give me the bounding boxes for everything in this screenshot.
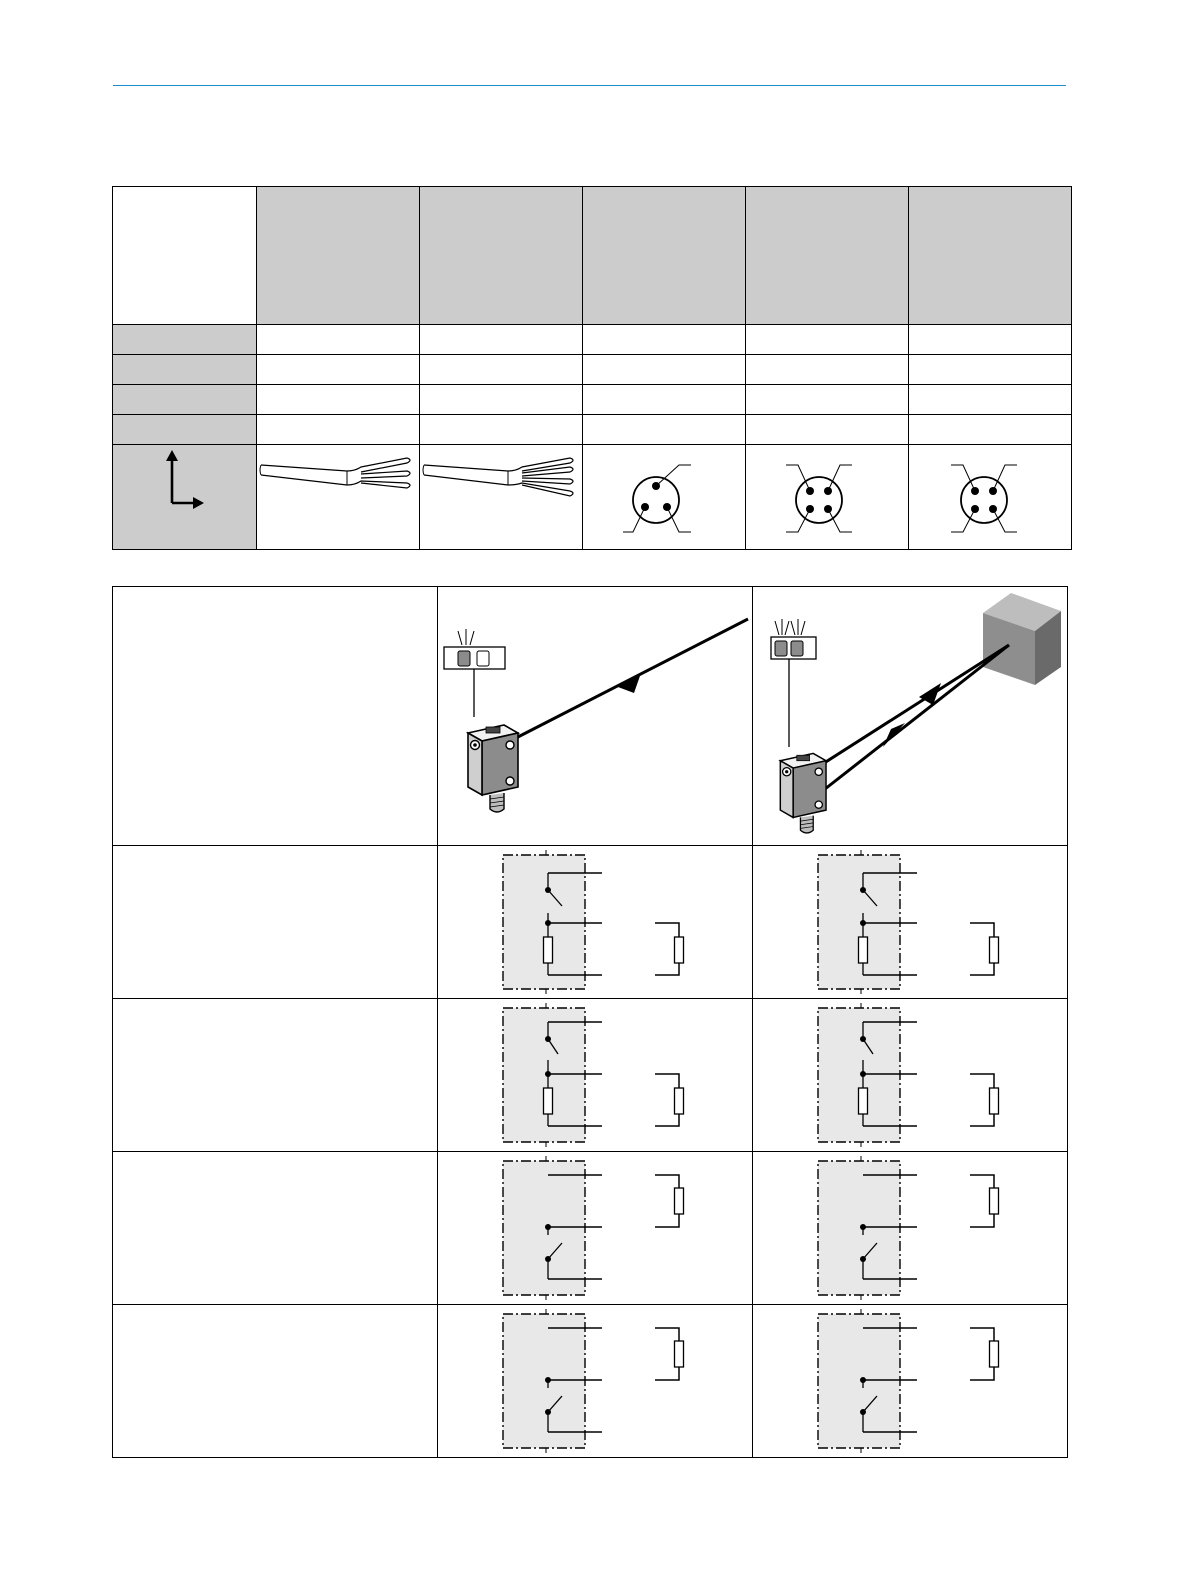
table-row [113, 587, 1068, 846]
header-cell [420, 187, 583, 325]
row-label [113, 415, 257, 445]
table-row [113, 1305, 1068, 1458]
row-label [113, 1305, 438, 1458]
connector-cell [746, 445, 909, 550]
table-cell [583, 325, 746, 355]
wiring-table [112, 586, 1068, 1458]
sensor-light-path-illustration [438, 587, 752, 845]
table-cell [746, 415, 909, 445]
table-cell [909, 385, 1072, 415]
table-cell [583, 415, 746, 445]
table-row [113, 385, 1072, 415]
table-cell [257, 355, 420, 385]
table-row [113, 1152, 1068, 1305]
cable-cell [257, 445, 420, 550]
table-cell [420, 385, 583, 415]
connector-cell [909, 445, 1072, 550]
m12-4-pin-connector-icon [909, 445, 1071, 549]
row-label [113, 325, 257, 355]
circuit-cell [438, 999, 753, 1152]
circuit-cell [438, 1152, 753, 1305]
table-row [113, 355, 1072, 385]
circuit-diagram [438, 999, 752, 1151]
axis-arrows-cell [113, 445, 257, 550]
circuit-cell [753, 1305, 1068, 1458]
axis-arrows-icon [113, 445, 256, 549]
connection-table [112, 186, 1072, 550]
header-cell [583, 187, 746, 325]
table-cell [583, 355, 746, 385]
sensor-object-reflection-illustration [753, 587, 1067, 845]
table-row [113, 846, 1068, 999]
row-label [113, 587, 438, 846]
row-label [113, 1152, 438, 1305]
cable-cell [420, 445, 583, 550]
table-row [113, 415, 1072, 445]
circuit-diagram [753, 999, 1067, 1151]
table-header-row [113, 187, 1072, 325]
table-cell [583, 385, 746, 415]
header-cell [909, 187, 1072, 325]
table-cell [420, 355, 583, 385]
connector-cell [583, 445, 746, 550]
m8-3-pin-connector-icon [583, 445, 745, 549]
table-cell [257, 325, 420, 355]
table-cell [746, 385, 909, 415]
header-cell [113, 187, 257, 325]
header-rule [113, 85, 1066, 86]
cable-3-wire-icon [257, 445, 419, 549]
circuit-cell [438, 846, 753, 999]
table-cell [909, 415, 1072, 445]
table-cell [746, 325, 909, 355]
row-label [113, 355, 257, 385]
table-cell [420, 325, 583, 355]
circuit-diagram [438, 1305, 752, 1457]
circuit-diagram [753, 846, 1067, 998]
circuit-diagram [753, 1305, 1067, 1457]
circuit-cell [753, 846, 1068, 999]
table-cell [909, 325, 1072, 355]
circuit-cell [753, 1152, 1068, 1305]
row-label [113, 385, 257, 415]
table-cell [909, 355, 1072, 385]
cable-4-wire-icon [420, 445, 582, 549]
circuit-cell [753, 999, 1068, 1152]
m8-4-pin-connector-icon [746, 445, 908, 549]
circuit-diagram [438, 1152, 752, 1304]
illustration-cell [438, 587, 753, 846]
diagram-row [113, 445, 1072, 550]
circuit-diagram [438, 846, 752, 998]
table-cell [257, 385, 420, 415]
header-cell [257, 187, 420, 325]
table-cell [746, 355, 909, 385]
row-label [113, 846, 438, 999]
header-cell [746, 187, 909, 325]
table-row [113, 999, 1068, 1152]
row-label [113, 999, 438, 1152]
circuit-diagram [753, 1152, 1067, 1304]
table-row [113, 325, 1072, 355]
table-cell [257, 415, 420, 445]
circuit-cell [438, 1305, 753, 1458]
table-cell [420, 415, 583, 445]
illustration-cell [753, 587, 1068, 846]
